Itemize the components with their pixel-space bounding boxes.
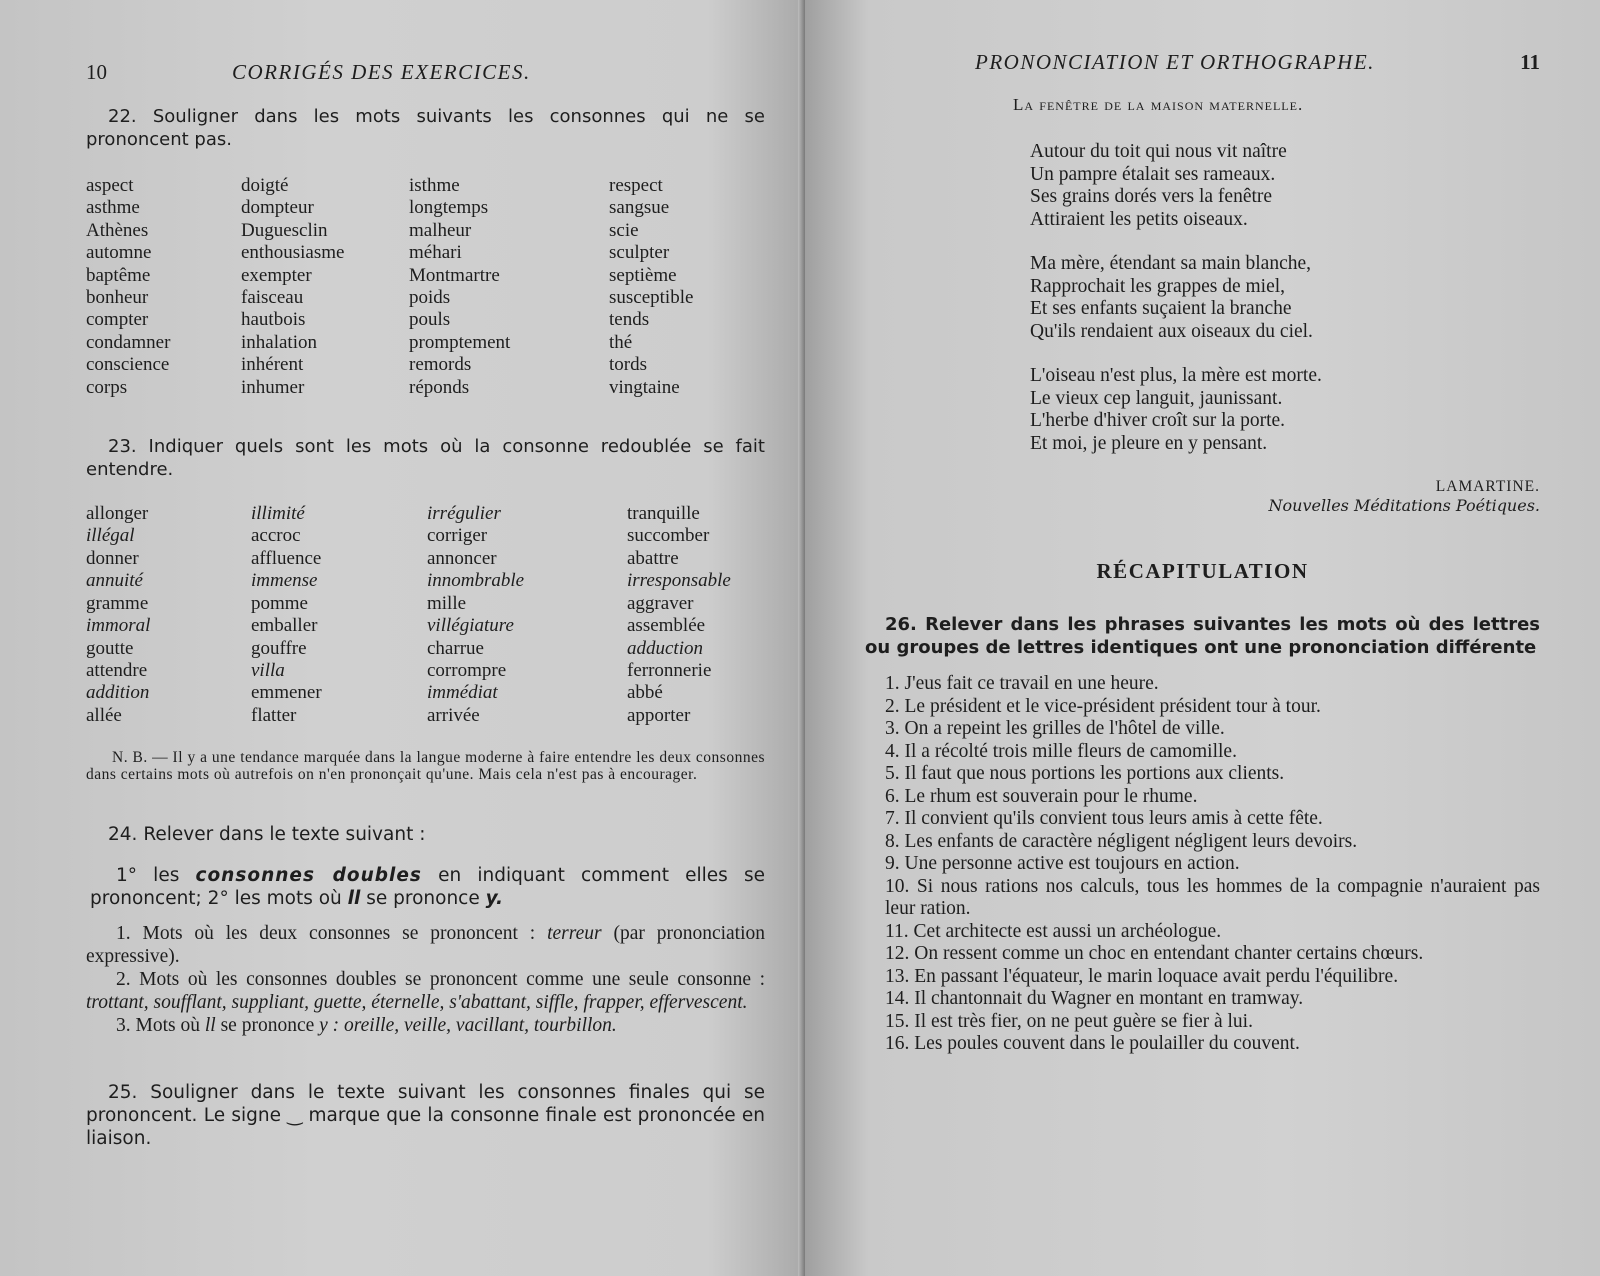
word-item: isthme bbox=[409, 175, 460, 196]
word-item: automne bbox=[86, 242, 152, 264]
exercise-24-answer-1 bbox=[86, 922, 765, 968]
word-item: corriger bbox=[427, 525, 488, 547]
exercise-24-answer-2 bbox=[86, 968, 765, 1014]
section-heading: RÉCAPITULATION bbox=[1096, 559, 1309, 583]
word-item: Montmartre bbox=[409, 264, 500, 286]
word-item: inhérent bbox=[241, 354, 304, 376]
word-column bbox=[627, 503, 777, 727]
exercise-text: Indiquer quels sont les mots où la consonne redoublée se fait entendre. bbox=[86, 436, 765, 481]
word-item: abattre bbox=[627, 547, 679, 569]
word-column bbox=[86, 175, 241, 399]
sentence-item: 8. Les enfants de caractère négligent négligent leurs devoirs. bbox=[885, 830, 1358, 852]
answer-label: 2. Mots où les consonnes doubles se prononcent comme une seule consonne : bbox=[116, 969, 765, 991]
instr-5: se prononce bbox=[366, 888, 480, 910]
instr-6: y. bbox=[485, 888, 504, 910]
word-item: remords bbox=[409, 354, 472, 376]
word-column bbox=[86, 503, 251, 727]
exercise-text: Souligner dans le texte suivant les consonnes finales qui se prononcent. Le signe ‿ marque que la consonne finale est prononcée en liaison. bbox=[86, 1082, 765, 1150]
word-item: illégal bbox=[86, 525, 135, 547]
word-item: attendre bbox=[86, 659, 148, 681]
instr-2: consonnes doubles bbox=[195, 865, 422, 887]
page-number: 10 bbox=[86, 60, 107, 84]
answer-y: y bbox=[319, 1015, 328, 1037]
word-column bbox=[409, 175, 609, 399]
poem-source: Nouvelles Méditations Poétiques. bbox=[1268, 496, 1540, 515]
word-column bbox=[427, 503, 627, 727]
word-item: tranquille bbox=[627, 503, 700, 525]
word-item: corps bbox=[86, 376, 128, 398]
word-item: pouls bbox=[409, 309, 451, 331]
word-item: adduction bbox=[627, 637, 703, 659]
exercise-25-prompt bbox=[86, 1081, 765, 1150]
poem-line: Attiraient les petits oiseaux. bbox=[1030, 208, 1248, 230]
poem-line: Et moi, je pleure en y pensant. bbox=[1030, 432, 1268, 454]
sentence-item: 11. Cet architecte est aussi un archéologue. bbox=[885, 920, 1222, 942]
exercise-text: Souligner dans les mots suivants les consonnes qui ne se prononcent pas. bbox=[86, 106, 765, 150]
word-item: succomber bbox=[627, 525, 710, 547]
sentence-item: 14. Il chantonnait du Wagner en montant en tramway. bbox=[885, 988, 1304, 1009]
word-item: susceptible bbox=[609, 287, 694, 309]
sentence-item: 1. J'eus fait ce travail en une heure. bbox=[885, 673, 1159, 694]
exercise-24-prompt bbox=[86, 823, 765, 846]
exercise-number: 26. bbox=[885, 614, 917, 635]
poem-line: L'oiseau n'est plus, la mère est morte. bbox=[1030, 365, 1322, 386]
poem-line: Ses grains dorés vers la fenêtre bbox=[1030, 186, 1273, 207]
poem-line: Rapprochait les grappes de miel, bbox=[1030, 275, 1286, 297]
word-column bbox=[241, 175, 409, 399]
word-item: accroc bbox=[251, 525, 301, 547]
poem-stanza bbox=[865, 365, 1540, 455]
sentence-item: 7. Il convient qu'ils convient tous leurs amis à cette fête. bbox=[885, 808, 1323, 829]
word-item: apporter bbox=[627, 704, 691, 726]
nota-bene bbox=[86, 749, 765, 783]
word-item: conscience bbox=[86, 354, 170, 376]
word-item: thé bbox=[609, 331, 633, 353]
sentence-item: 15. Il est très fier, on ne peut guère se fier à lui. bbox=[885, 1010, 1253, 1032]
word-item: condamner bbox=[86, 331, 171, 353]
poem-stanza bbox=[865, 253, 1540, 343]
sentence-item: 13. En passant l'équateur, le marin loquace avait perdu l'équilibre. bbox=[885, 965, 1399, 987]
answer-words: terreur bbox=[547, 923, 602, 945]
sentence-item: 16. Les poules couvent dans le poulailler du couvent. bbox=[885, 1033, 1300, 1054]
word-item: gouffre bbox=[251, 637, 307, 659]
word-item: emmener bbox=[251, 682, 322, 704]
word-item: villégiature bbox=[427, 615, 514, 637]
word-item: flatter bbox=[251, 704, 297, 726]
word-item: immense bbox=[251, 570, 318, 592]
sentence-item: 6. Le rhum est souverain pour le rhume. bbox=[885, 785, 1198, 807]
poem bbox=[865, 141, 1540, 455]
sentence-item: 3. On a repeint les grilles de l'hôtel de ville. bbox=[885, 718, 1225, 739]
word-item: corrompre bbox=[427, 659, 507, 681]
word-item: asthme bbox=[86, 197, 140, 219]
sentence-item: 12. On ressent comme un choc en entendant chanter certains chœurs. bbox=[885, 943, 1424, 964]
right-page bbox=[805, 0, 1600, 1276]
exercise-24-instructions bbox=[86, 864, 765, 910]
instr-1: 1° les bbox=[116, 865, 180, 887]
word-item: emballer bbox=[251, 615, 318, 637]
word-item: Duguesclin bbox=[241, 219, 328, 241]
word-list-22 bbox=[86, 175, 765, 399]
word-item: inhalation bbox=[241, 331, 317, 353]
exercise-number: 25. bbox=[108, 1082, 138, 1104]
sentence-item: 4. Il a récolté trois mille fleurs de camomille. bbox=[885, 740, 1237, 762]
word-item: affluence bbox=[251, 547, 322, 569]
word-item: ferronnerie bbox=[627, 659, 712, 681]
word-item: inhumer bbox=[241, 376, 305, 398]
page-number: 11 bbox=[1520, 50, 1540, 74]
word-item: charrue bbox=[427, 637, 484, 659]
sentence-item: 5. Il faut que nous portions les portions aux clients. bbox=[885, 763, 1285, 784]
word-item: assemblée bbox=[627, 615, 706, 637]
word-item: bonheur bbox=[86, 287, 149, 309]
instr-4: ll bbox=[347, 888, 361, 910]
poem-stanza bbox=[865, 141, 1540, 231]
exercise-number: 23. bbox=[108, 436, 137, 458]
answer-words: trottant, soufflant, suppliant, guette, éternelle, s'abattant, siffle, frapper, effervescent. bbox=[86, 992, 748, 1014]
sentence-item: 10. Si nous rations nos calculs, tous les hommes de la compagnie n'auraient pas leur ration. bbox=[885, 875, 1540, 919]
word-column bbox=[609, 175, 759, 399]
word-item: doigté bbox=[241, 175, 289, 196]
exercise-23-prompt bbox=[86, 435, 765, 481]
word-item: sculpter bbox=[609, 242, 670, 264]
poem-line: Autour du toit qui nous vit naître bbox=[1030, 141, 1287, 162]
word-item: sangsue bbox=[609, 197, 670, 219]
word-item: scie bbox=[609, 219, 639, 241]
word-item: tends bbox=[609, 309, 650, 331]
sentence-list-26 bbox=[865, 673, 1540, 1056]
poem-line: L'herbe d'hiver croît sur la porte. bbox=[1030, 410, 1286, 431]
word-item: longtemps bbox=[409, 197, 489, 219]
word-column bbox=[251, 503, 427, 727]
word-item: exempter bbox=[241, 264, 312, 286]
answer-end: (par prononciation expressive). bbox=[86, 923, 766, 968]
running-header-right bbox=[865, 50, 1540, 75]
answer-label: 3. Mots où bbox=[116, 1015, 200, 1037]
word-item: mille bbox=[427, 592, 467, 614]
bleed-through-text bbox=[865, 1136, 1540, 1148]
word-item: dompteur bbox=[241, 197, 314, 219]
word-item: immoral bbox=[86, 615, 151, 637]
poem-line: Ma mère, étendant sa main blanche, bbox=[1030, 253, 1312, 274]
running-header-left bbox=[86, 60, 765, 85]
word-item: respect bbox=[609, 175, 663, 196]
word-item: compter bbox=[86, 309, 149, 331]
sentence-item: 2. Le président et le vice-président président tour à tour. bbox=[885, 695, 1321, 717]
word-item: villa bbox=[251, 659, 285, 681]
poem-title: La fenêtre de la maison maternelle. bbox=[1013, 95, 1304, 114]
exercise-22-prompt bbox=[86, 105, 765, 151]
word-item: poids bbox=[409, 287, 451, 309]
word-item: innombrable bbox=[427, 570, 525, 592]
word-item: faisceau bbox=[241, 287, 304, 309]
answer-mid: se prononce bbox=[220, 1015, 315, 1037]
exercise-26-prompt bbox=[865, 614, 1540, 659]
nota-bene-text: N. B. — Il y a une tendance marquée dans la langue moderne à faire entendre les deux consonnes dans certains mots où autrefois on n'en prononçait qu'une. Mais cela n'est pas à encourager. bbox=[86, 749, 765, 784]
word-item: goutte bbox=[86, 637, 134, 659]
exercise-24-answer-3 bbox=[86, 1014, 765, 1037]
word-item: arrivée bbox=[427, 704, 480, 726]
answer-ll: ll bbox=[204, 1015, 216, 1037]
word-item: tords bbox=[609, 354, 647, 376]
running-title: PRONONCIATION ET ORTHOGRAPHE. bbox=[975, 50, 1375, 74]
word-item: aggraver bbox=[627, 592, 694, 614]
word-item: addition bbox=[86, 682, 150, 704]
word-item: irrégulier bbox=[427, 503, 501, 525]
word-item: illimité bbox=[251, 503, 305, 525]
word-item: enthousiasme bbox=[241, 242, 345, 264]
word-item: irresponsable bbox=[627, 570, 731, 592]
word-item: donner bbox=[86, 547, 139, 569]
word-item: méhari bbox=[409, 242, 462, 264]
poem-author: LAMARTINE. bbox=[1435, 478, 1540, 495]
exercise-number: 22. bbox=[108, 106, 137, 127]
exercise-text: Relever dans le texte suivant : bbox=[143, 824, 426, 846]
exercise-text: Relever dans les phrases suivantes les mots où des lettres ou groupes de lettres identiques ont une prononciation différente bbox=[865, 614, 1540, 658]
word-item: réponds bbox=[409, 376, 470, 398]
word-item: baptême bbox=[86, 264, 151, 286]
word-item: gramme bbox=[86, 592, 149, 614]
answer-words: : oreille, veille, vacillant, tourbillon. bbox=[332, 1015, 617, 1037]
answer-label: 1. Mots où les deux consonnes se prononcent : bbox=[116, 923, 536, 945]
word-item: allée bbox=[86, 704, 122, 726]
word-item: immédiat bbox=[427, 682, 498, 704]
word-item: abbé bbox=[627, 682, 663, 704]
sentence-item: 9. Une personne active est toujours en action. bbox=[885, 853, 1240, 874]
poem-line: Le vieux cep languit, jaunissant. bbox=[1030, 387, 1283, 409]
running-title: CORRIGÉS DES EXERCICES. bbox=[232, 60, 531, 84]
word-item: pomme bbox=[251, 592, 308, 614]
word-list-23 bbox=[86, 503, 765, 727]
word-item: annuité bbox=[86, 570, 143, 592]
poem-line: Qu'ils rendaient aux oiseaux du ciel. bbox=[1030, 320, 1313, 342]
word-item: Athènes bbox=[86, 219, 149, 241]
poem-line: Un pampre étalait ses rameaux. bbox=[1030, 163, 1276, 185]
word-item: aspect bbox=[86, 175, 134, 196]
word-item: septième bbox=[609, 264, 677, 286]
exercise-number: 24. bbox=[108, 824, 138, 846]
word-item: annoncer bbox=[427, 547, 497, 569]
word-item: allonger bbox=[86, 503, 149, 525]
word-item: hautbois bbox=[241, 309, 306, 331]
word-item: promptement bbox=[409, 331, 511, 353]
poem-line: Et ses enfants suçaient la branche bbox=[1030, 298, 1292, 319]
instr-3: en indiquant comment elles se prononcent; 2° les mots où bbox=[90, 865, 765, 910]
word-item: malheur bbox=[409, 219, 472, 241]
word-item: vingtaine bbox=[609, 376, 680, 398]
